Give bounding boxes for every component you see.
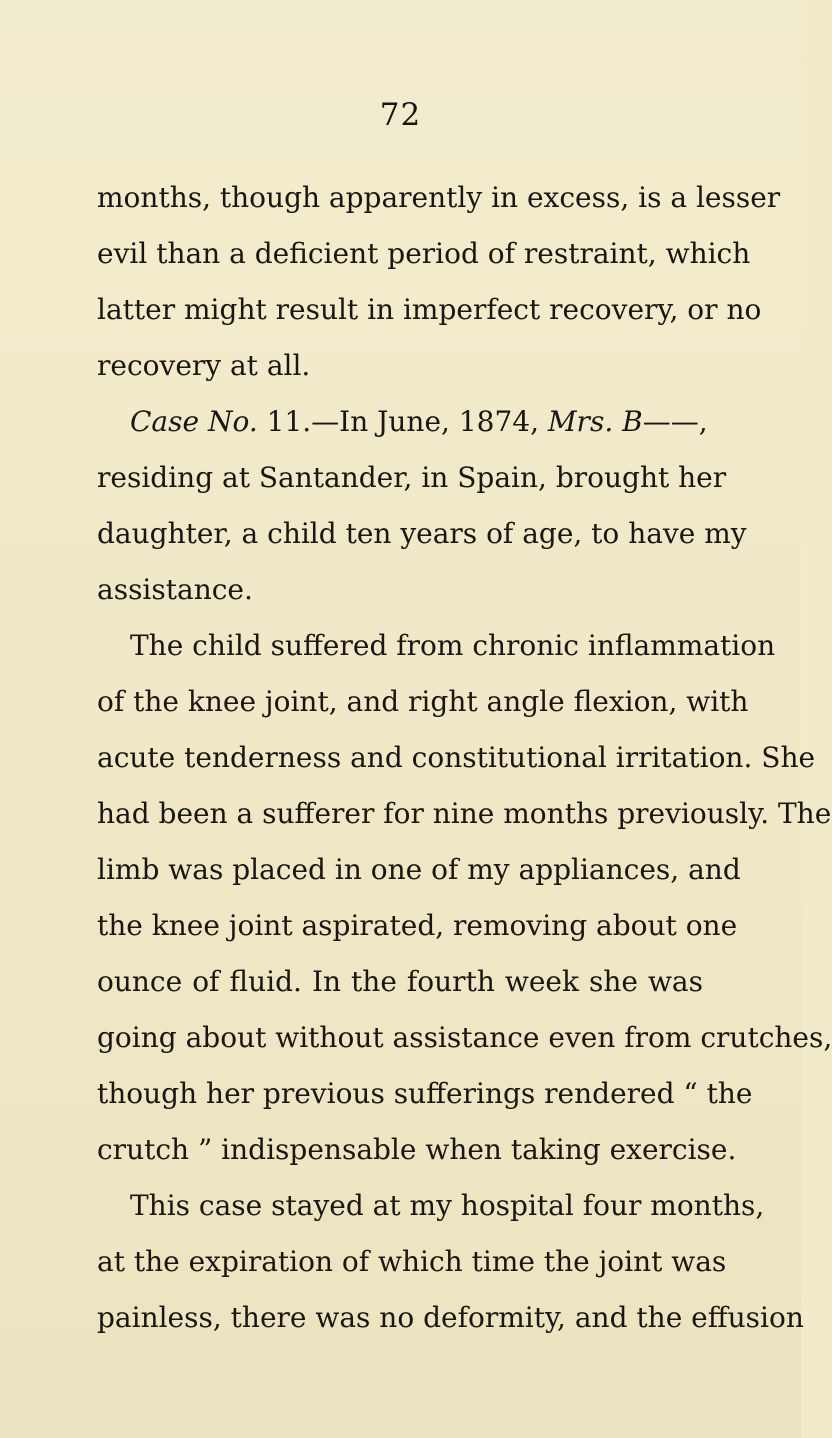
text-line-2: evil than a deficient period of restraint, which <box>97 237 751 270</box>
text-line-17: though her previous sufferings rendered “ the <box>97 1077 753 1110</box>
text-line-9: The child suffered from chronic inflammation <box>130 629 776 662</box>
text-line-3: latter might result in imperfect recovery, or no <box>97 293 762 326</box>
text-line-20: at the expiration of which time the joint was <box>97 1245 727 1278</box>
text-line-21: painless, there was no deformity, and the effusion <box>97 1301 804 1334</box>
text-line-5-case-heading <box>130 399 708 445</box>
name-dash: ——, <box>642 405 708 438</box>
text-line-19: This case stayed at my hospital four months, <box>130 1189 765 1222</box>
case-date-text: 11.—In June, 1874, <box>257 405 548 438</box>
patient-name: Mrs. B <box>547 405 643 438</box>
page-number: 72 <box>379 97 422 133</box>
text-line-13: limb was placed in one of my appliances, and <box>97 853 741 886</box>
case-number-label: Case No. <box>130 405 258 438</box>
text-line-10: of the knee joint, and right angle flexion, with <box>97 685 749 718</box>
text-line-14: the knee joint aspirated, removing about one <box>97 909 738 942</box>
text-line-7: daughter, a child ten years of age, to have my <box>97 517 747 550</box>
text-line-15: ounce of fluid. In the fourth week she was <box>97 965 703 998</box>
text-line-11: acute tenderness and constitutional irritation. She <box>97 741 816 774</box>
text-line-12: had been a sufferer for nine months previously. The <box>97 797 832 830</box>
text-line-4: recovery at all. <box>97 349 311 382</box>
text-line-6: residing at Santander, in Spain, brought her <box>97 461 727 494</box>
text-line-8: assistance. <box>97 573 253 606</box>
text-line-18: crutch ” indispensable when taking exercise. <box>97 1133 737 1166</box>
text-line-16: going about without assistance even from crutches, <box>97 1021 832 1054</box>
text-line-1: months, though apparently in excess, is a lesser <box>97 181 781 214</box>
